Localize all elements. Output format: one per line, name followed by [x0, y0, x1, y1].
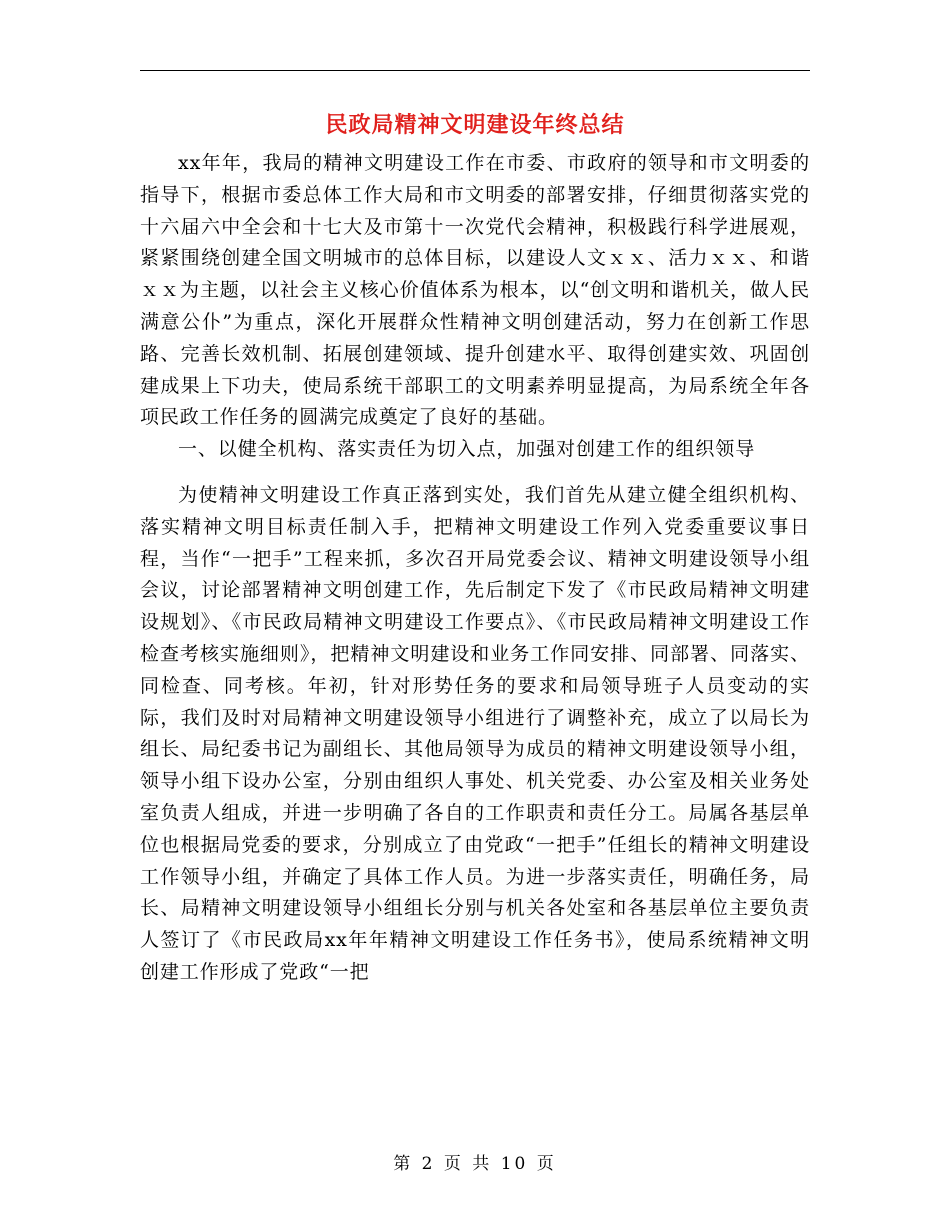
- document-body: [140, 148, 810, 989]
- paragraph-intro: xx年年，我局的精神文明建设工作在市委、市政府的领导和市文明委的指导下，根据市委总体工作大局和市文明委的部署安排，仔细贯彻落实党的十六届六中全会和十七大及市第十一次党代会精神，积极践行科学进展观，紧紧围绕创建全国文明城市的总体目标，以建设人文ｘｘ、活力ｘｘ、和谐ｘｘ为主题，以社会主义核心价值体系为根本，以“创文明和谐机关，做人民满意公仆”为重点，深化开展群众性精神文明创建活动，努力在创新工作思路、完善长效机制、拓展创建领域、提升创建水平、取得创建实效、巩固创建成果上下功夫，使局系统干部职工的文明素养明显提高，为局系统全年各项民政工作任务的圆满完成奠定了良好的基础。: [140, 152, 810, 429]
- section-heading-1: 一、以健全机构、落实责任为切入点，加强对创建工作的组织领导: [178, 438, 756, 461]
- paragraph-section-1: 为使精神文明建设工作真正落到实处，我们首先从建立健全组织机构、落实精神文明目标责任制入手，把精神文明建设工作列入党委重要议事日程，当作“一把手”工程来抓，多次召开局党委会议、精神文明建设领导小组会议，讨论部署精神文明创建工作，先后制定下发了《市民政局精神文明建设规划》、《市民政局精神文明建设工作要点》、《市民政局精神文明建设工作检查考核实施细则》，把精神文明建设和业务工作同安排、同部署、同落实、同检查、同考核。年初，针对形势任务的要求和局领导班子人员变动的实际，我们及时对局精神文明建设领导小组进行了调整补充，成立了以局长为组长、局纪委书记为副组长、其他局领导为成员的精神文明建设领导小组，领导小组下设办公室，分别由组织人事处、机关党委、办公室及相关业务处室负责人组成，并进一步明确了各自的工作职责和责任分工。局属各基层单位也根据局党委的要求，分别成立了由党政“一把手”任组长的精神文明建设工作领导小组，并确定了具体工作人员。为进一步落实责任，明确任务，局长、局精神文明建设领导小组组长分别与机关各处室和各基层单位主要负责人签订了《市民政局xx年年精神文明建设工作任务书》，使局系统精神文明创建工作形成了党政“一把: [140, 483, 810, 983]
- document-title: 民政局精神文明建设年终总结: [325, 112, 625, 138]
- page-number-footer: 第 2 页 共 10 页: [393, 1154, 557, 1174]
- header-rule: [140, 70, 810, 71]
